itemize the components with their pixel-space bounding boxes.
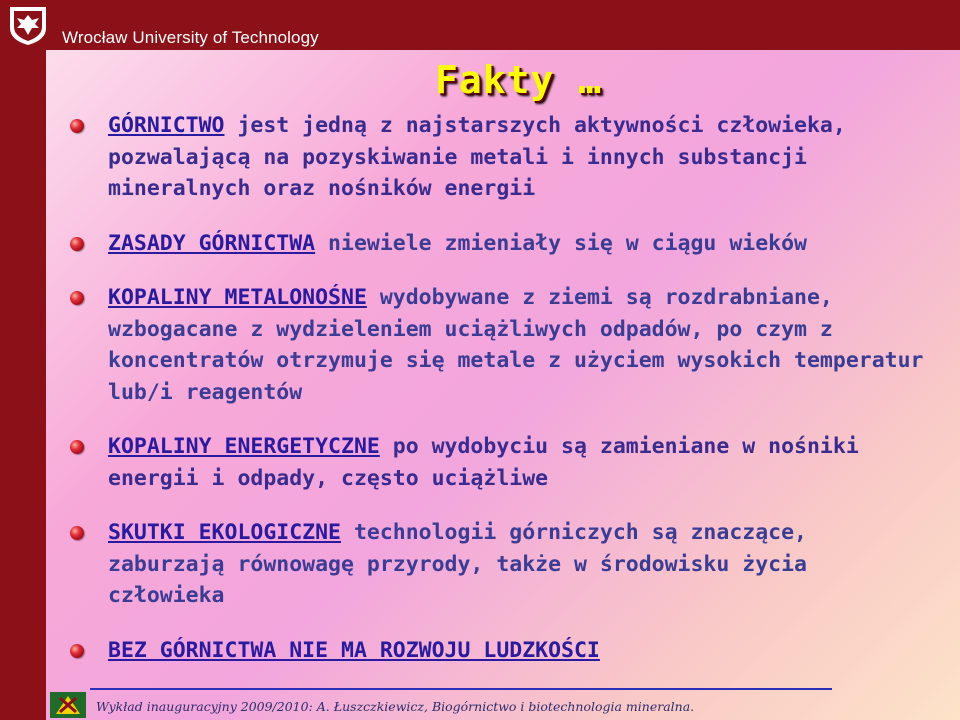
bullet-icon xyxy=(70,526,84,540)
list-item xyxy=(70,431,930,494)
item-text: jest jedną z najstarszych aktywności człowieka, pozwalającą na pozyskiwanie metali i innych substancji mineralnych oraz nośników energii xyxy=(108,113,846,201)
university-name: Wrocław University of Technology xyxy=(62,28,319,47)
item-text: po wydobyciu są zamieniane w nośniki energii i odpady, często uciążliwe xyxy=(108,434,859,491)
left-sidebar-bar xyxy=(0,50,46,720)
list-item xyxy=(70,228,930,260)
bullet-icon xyxy=(70,440,84,454)
item-keyword: ZASADY GÓRNICTWA xyxy=(108,230,316,256)
list-item xyxy=(70,635,930,667)
slide-title: Fakty … xyxy=(435,58,603,102)
item-keyword: SKUTKI EKOLOGICZNE xyxy=(108,520,341,545)
list-item xyxy=(70,517,930,612)
item-text: wydobywane z ziemi są rozdrabniane, wzbogacane z wydzieleniem uciążliwych odpadów, po czym z koncentratów otrzymuje się metale z użyciem wysokich temperatur lub/i reagentów xyxy=(108,285,924,405)
bullet-icon xyxy=(70,237,84,251)
bullet-icon xyxy=(70,119,84,133)
faculty-logo-icon xyxy=(48,690,88,720)
footer-caption: Wykład inauguracyjny 2009/2010: A. Łuszczkiewicz, Biogórnictwo i biotechnologia mineralna. xyxy=(96,699,695,714)
bullet-list xyxy=(70,110,930,689)
item-text: technologii górniczych są znaczące, zaburzają równowagę przyrody, także w środowisku życia człowieka xyxy=(108,520,807,608)
bullet-icon xyxy=(70,291,84,305)
item-keyword: KOPALINY METALONOŚNE xyxy=(108,285,367,310)
list-item xyxy=(70,282,930,408)
university-eagle-logo-icon xyxy=(6,4,50,46)
footer-divider xyxy=(90,688,832,690)
item-keyword: GÓRNICTWO xyxy=(108,113,225,138)
item-keyword: BEZ GÓRNICTWA NIE MA ROZWOJU LUDZKOŚCI xyxy=(108,637,600,663)
item-keyword: KOPALINY ENERGETYCZNE xyxy=(108,434,380,459)
bullet-icon xyxy=(70,644,84,658)
header-bar xyxy=(0,0,960,50)
list-item xyxy=(70,110,930,205)
item-text: niewiele zmieniały się w ciągu wieków xyxy=(315,230,807,256)
